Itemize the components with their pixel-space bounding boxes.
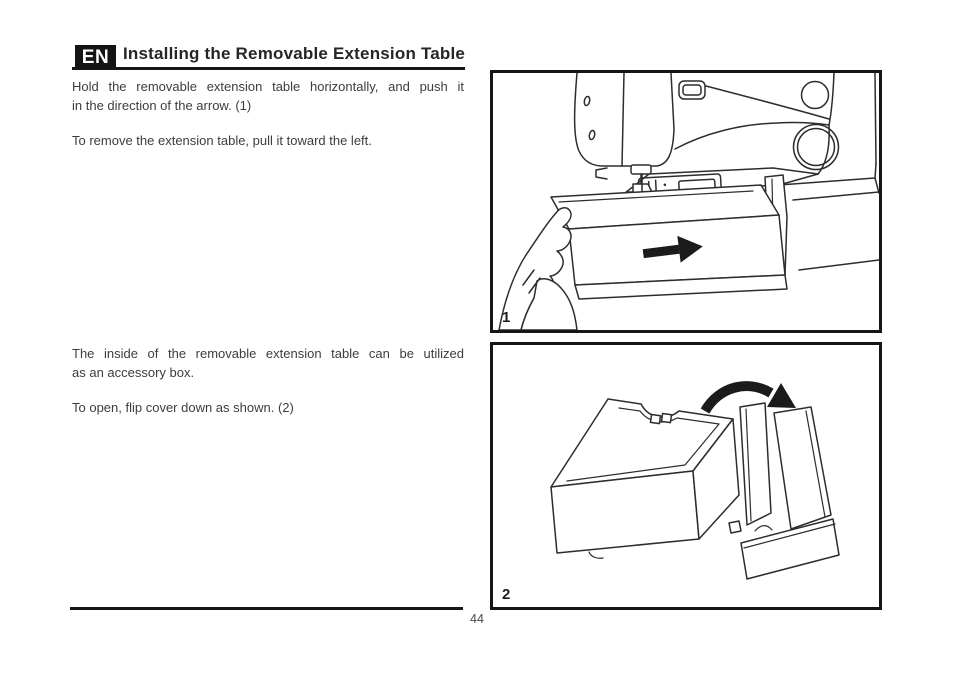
instruction-block2-para1 bbox=[72, 344, 464, 382]
bed-right-corner bbox=[875, 164, 879, 193]
text-line: in the direction of the arrow. (1) bbox=[72, 98, 252, 113]
page-title: Installing the Removable Extension Table bbox=[123, 44, 466, 63]
base-front-bottom-edge bbox=[799, 260, 879, 270]
title-divider-rule bbox=[72, 67, 465, 70]
cover-panel bbox=[774, 407, 831, 529]
handwheel-small-circle bbox=[802, 82, 829, 109]
figure-1-illustration bbox=[493, 73, 879, 330]
text-line: as an accessory box. bbox=[72, 365, 195, 380]
hinge-detail bbox=[755, 526, 772, 531]
thread-cutter bbox=[596, 168, 607, 179]
cover-bottom-flap bbox=[741, 519, 839, 579]
needle-clamp bbox=[631, 165, 651, 174]
machine-arm-top-edge bbox=[706, 86, 829, 119]
machine-right-edge bbox=[875, 73, 876, 164]
page-number: 44 bbox=[470, 612, 484, 626]
clip-detail bbox=[661, 413, 671, 422]
figure-2-illustration bbox=[493, 345, 879, 607]
language-badge: EN bbox=[75, 45, 116, 70]
instruction-block2-para2: To open, flip cover down as shown. (2) bbox=[72, 400, 294, 415]
figure-1-frame bbox=[490, 70, 882, 333]
text-line: Hold the removable extension table horizontally, and push it bbox=[72, 79, 464, 94]
figure-2-frame bbox=[490, 342, 882, 610]
hand-drawing bbox=[499, 208, 577, 330]
figure-1-number: 1 bbox=[502, 309, 511, 326]
handwheel-large-circle bbox=[794, 125, 839, 170]
figure-2-number: 2 bbox=[502, 586, 511, 603]
base-front-top-edge bbox=[793, 192, 879, 200]
clip-detail bbox=[650, 414, 660, 423]
instruction-block1-para1 bbox=[72, 77, 464, 115]
instruction-block1-para2: To remove the extension table, pull it toward the left. bbox=[72, 133, 372, 148]
divider-panel bbox=[740, 403, 771, 525]
latch-detail bbox=[729, 521, 741, 533]
text-line: The inside of the removable extension table can be utilized bbox=[72, 346, 464, 361]
footer-rule bbox=[70, 607, 463, 610]
